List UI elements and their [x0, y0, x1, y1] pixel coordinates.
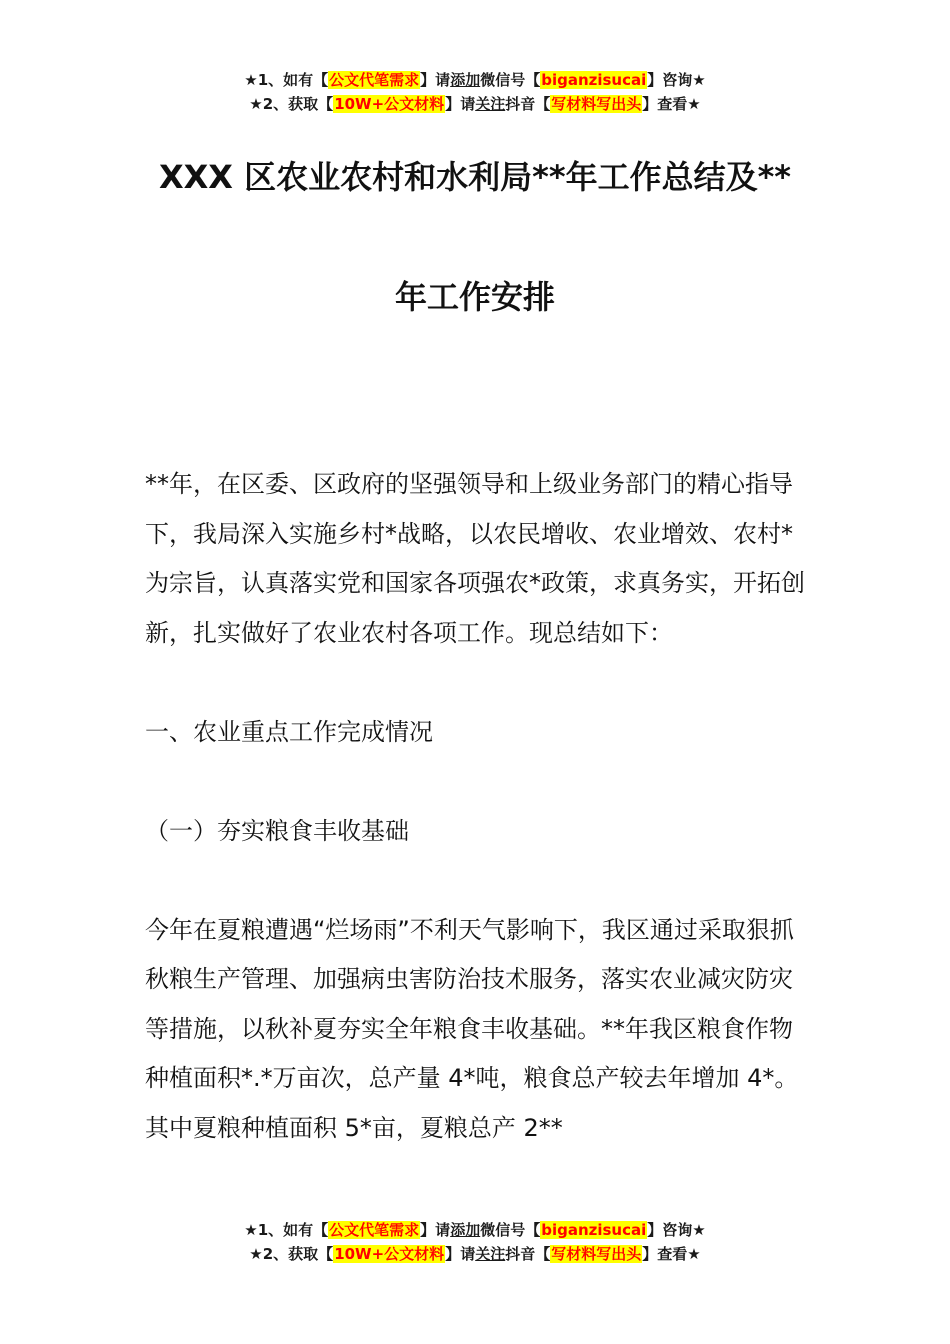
- banner-highlight: biganzisucai: [541, 71, 647, 89]
- banner-text: 】请: [420, 71, 451, 89]
- document-body: [145, 460, 815, 1153]
- banner-underlined-text: 添加: [450, 1221, 481, 1239]
- banner-highlight: 公文代笔需求: [329, 71, 420, 89]
- banner-underlined-text: 关注: [475, 1245, 506, 1263]
- banner-text: 】请: [445, 1245, 476, 1263]
- banner-text: 微信号【: [480, 1221, 541, 1239]
- banner-text: 】咨询★: [647, 71, 706, 89]
- banner-highlight: 10W+公文材料: [334, 95, 445, 113]
- banner-text: 】查看★: [642, 95, 701, 113]
- banner-highlight: biganzisucai: [541, 1221, 647, 1239]
- banner-line-2: [0, 1242, 950, 1266]
- banner-text: 】咨询★: [647, 1221, 706, 1239]
- paragraph-spacer: [145, 658, 815, 708]
- intro-paragraph: **年，在区委、区政府的坚强领导和上级业务部门的精心指导下，我局深入实施乡村*战略，以农民增收、农业增效、农村*为宗旨，认真落实党和国家各项强农*政策，求真务实，开拓创新，扎实做好了农业农村各项工作。现总结如下：: [145, 470, 805, 647]
- banner-text: ★1、如有【: [244, 1221, 329, 1239]
- banner-text: 抖音【: [505, 95, 551, 113]
- paragraph-spacer: [145, 856, 815, 906]
- subsection-heading: （一）夯实粮食丰收基础: [145, 816, 409, 845]
- document-title-line-1: XXX 区农业农村和水利局**年工作总结及**: [158, 158, 792, 196]
- banner-line-1: [0, 1218, 950, 1242]
- banner-text: 】请: [445, 95, 476, 113]
- banner-highlight: 10W+公文材料: [334, 1245, 445, 1263]
- banner-underlined-text: 关注: [475, 95, 506, 113]
- banner-text: 】请: [420, 1221, 451, 1239]
- body-paragraph: 今年在夏粮遭遇“烂场雨”不利天气影响下，我区通过采取狠抓秋粮生产管理、加强病虫害防治技术服务，落实农业减灾防灾等措施，以秋补夏夯实全年粮食丰收基础。**年我区粮食作物种植面积*.*万亩次，总产量 4*吨，粮食总产较去年增加 4*。其中夏粮种植面积 5*亩，夏粮总产 2**: [145, 915, 799, 1142]
- banner-underlined-text: 添加: [450, 71, 481, 89]
- document-title-line-2: 年工作安排: [394, 278, 555, 316]
- banner-text: 微信号【: [480, 71, 541, 89]
- banner-text: ★1、如有【: [244, 71, 329, 89]
- banner-text: 】查看★: [642, 1245, 701, 1263]
- banner-highlight: 公文代笔需求: [329, 1221, 420, 1239]
- banner-text: ★2、获取【: [249, 1245, 334, 1263]
- paragraph-spacer: [145, 757, 815, 807]
- banner-text: ★2、获取【: [249, 95, 334, 113]
- footer-banner: [0, 1218, 950, 1266]
- banner-highlight: 写材料写出头: [551, 95, 642, 113]
- banner-line-1: [0, 68, 950, 92]
- banner-line-2: [0, 92, 950, 116]
- header-banner: [0, 68, 950, 116]
- banner-highlight: 写材料写出头: [551, 1245, 642, 1263]
- section-heading: 一、农业重点工作完成情况: [145, 717, 433, 746]
- banner-text: 抖音【: [505, 1245, 551, 1263]
